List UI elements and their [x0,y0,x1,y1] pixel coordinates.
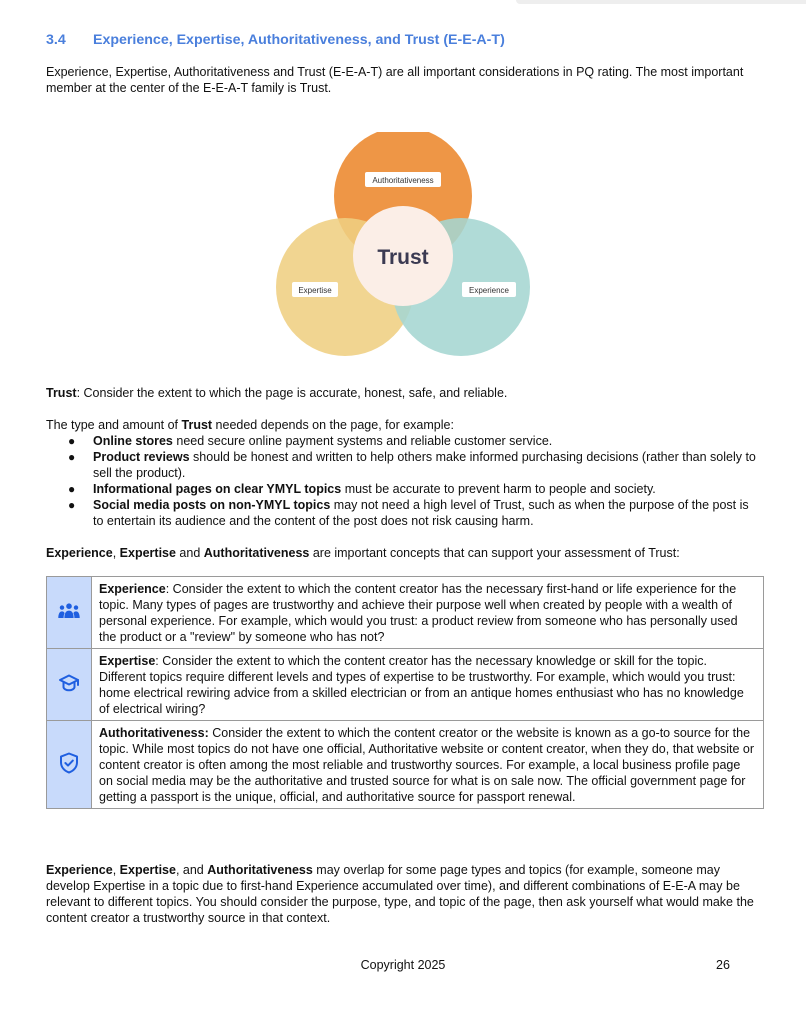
graduation-cap-icon [58,674,80,692]
concept-term: Expertise [99,654,156,668]
experience-description [92,577,764,649]
concept-text: Consider the extent to which the content creator or the website is known as a go-to source for the topic. While most topics do not have one official, Authoritative website or content creator, when they do, that website or content creator is often among the most reliable and trustworthy sources. For example, a local business profile page on social media may be the authoritative and trusted source for what is on sale now. The official government page for getting a passport is the unique, official, and authoritative source for passport renewal. [99,726,754,804]
bullet-dot-icon: ● [68,434,76,448]
list-item [46,433,761,449]
bullet-dot-icon: ● [68,450,76,464]
table-row [47,577,764,649]
expertise-label: Expertise [298,286,332,295]
experience-icon-cell [47,577,92,649]
eea-sep: and [175,546,204,560]
concept-term: Authoritativeness: [99,726,209,740]
trust-needed-term: Trust [181,418,213,432]
trust-examples-list [46,433,761,529]
list-item [46,497,761,529]
closing-term-experience: Experience [46,863,113,877]
shield-check-icon [59,752,79,774]
list-item-bold: Online stores [93,434,173,448]
closing-term-authoritativeness: Authoritativeness [207,863,313,877]
closing-term-expertise: Expertise [119,863,176,877]
list-item [46,449,761,481]
eea-sep: , [112,546,120,560]
list-item-text: should be honest and written to help others make informed purchasing decisions (rather than solely to sell the product). [93,450,756,480]
list-item-text: may not need a high level of Trust, such as when the purpose of the post is to entertain its audience and the content of the post does not risk causing harm. [93,498,749,528]
trust-needed-intro [46,417,766,433]
top-edge-bar [516,0,806,4]
trust-needed-post: needed depends on the page, for example: [212,418,454,432]
closing-sep: , [112,863,120,877]
list-item-bold: Product reviews [93,450,190,464]
expertise-icon-cell [47,649,92,721]
trust-definition-text: : Consider the extent to which the page is accurate, honest, safe, and reliable. [76,386,508,400]
experience-label: Experience [468,286,510,295]
section-number: 3.4 [46,32,66,48]
trust-term: Trust [46,386,77,400]
table-row [47,721,764,809]
bullet-dot-icon: ● [68,498,76,512]
people-group-icon [58,603,80,619]
page-number: 26 [716,958,730,972]
eea-intro-text: are important concepts that can support your assessment of Trust: [309,546,680,560]
concept-term: Experience [99,582,166,596]
footer-copyright: Copyright 2025 [360,958,446,972]
list-item-text: must be accurate to prevent harm to people and society. [341,482,656,496]
trust-needed-pre: The type and amount of [46,418,182,432]
section-title: Experience, Expertise, Authoritativeness, and Trust (E-E-A-T) [93,32,505,48]
eea-term-authoritativeness: Authoritativeness [203,546,310,560]
eea-intro [46,545,766,561]
section-heading [46,31,766,49]
trust-definition [46,385,766,401]
bullet-dot-icon: ● [68,482,76,496]
list-item-bold: Informational pages on clear YMYL topics [93,482,342,496]
closing-sep: , and [175,863,208,877]
expertise-description [92,649,764,721]
list-item [46,481,761,497]
closing-paragraph [46,862,766,926]
eea-concepts-table [46,576,764,809]
eea-term-expertise: Expertise [119,546,176,560]
eea-term-experience: Experience [46,546,113,560]
concept-text: : Consider the extent to which the content creator has the necessary first-hand or life experience for the topic. Many types of pages are trustworthy and achieve their purpose well when created by people with a wealth of personal experience. For example, which would you trust: a product review from someone who has personally used the product or a "review" by someone who has not? [99,582,738,644]
eeat-venn-diagram [270,132,535,358]
concept-text: : Consider the extent to which the content creator has the necessary knowledge or skill for the topic. Different topics require different levels and types of expertise to be trustworthy. For example, which would you trust: home electrical rewiring advice from a skilled electrician or from an antique homes enthusiast who has no knowledge of electrical wiring? [99,654,744,716]
intro-paragraph: Experience, Expertise, Authoritativeness and Trust (E-E-A-T) are all important considerations in PQ rating. The most important member at the center of the E-E-A-T family is Trust. [46,65,744,95]
closing-text: may overlap for some page types and topics (for example, someone may develop Expertise in a topic due to first-hand Experience accumulated over time), and different combinations of E-E-A may be relevant to different topics. You should consider the purpose, type, and topic of the page, then ask yourself what would make the content creator a trustworthy source in that context. [46,863,754,925]
authoritativeness-description [92,721,764,809]
list-item-bold: Social media posts on non-YMYL topics [93,498,331,512]
authoritativeness-icon-cell [47,721,92,809]
table-row [47,649,764,721]
trust-center-label: Trust [377,246,429,269]
authoritativeness-label: Authoritativeness [372,176,434,185]
list-item-text: need secure online payment systems and reliable customer service. [172,434,553,448]
